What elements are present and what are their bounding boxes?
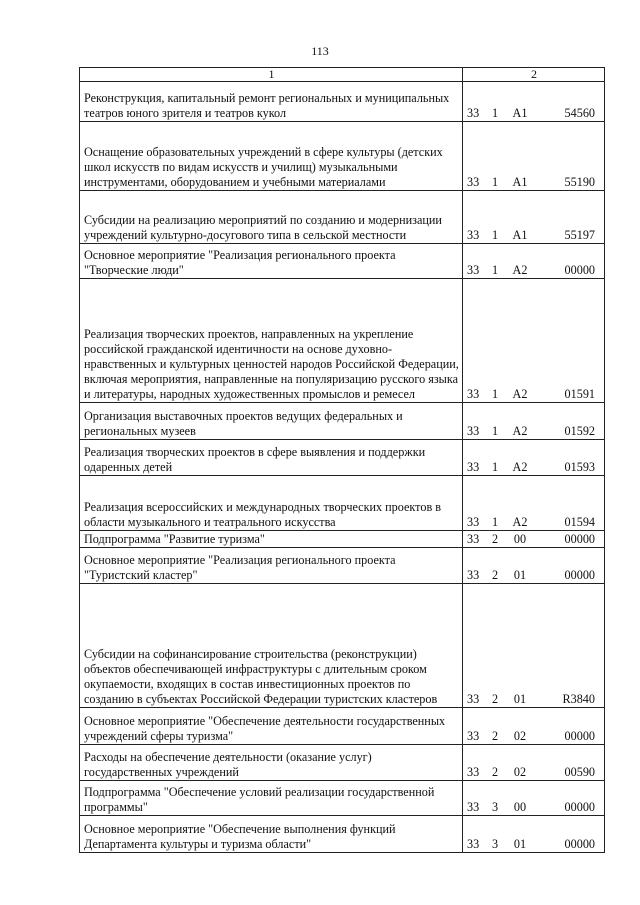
- header-col-1: 1: [80, 68, 463, 82]
- code-part-k3: A2: [512, 263, 528, 277]
- table-row: [80, 440, 605, 476]
- code-part-k2: 3: [491, 837, 499, 851]
- code-part-k3: 01: [513, 837, 527, 851]
- row-name: Реконструкция, капитальный ремонт региональных и муниципальных театров юного зрителя и театров кукол: [80, 82, 463, 122]
- code-part-k4: 54560: [564, 106, 595, 120]
- row-name: Организация выставочных проектов ведущих федеральных и региональных музеев: [80, 403, 463, 440]
- table-row: [80, 403, 605, 440]
- table-row: [80, 279, 605, 403]
- row-code: [463, 708, 605, 745]
- code-part-k1: 33: [467, 568, 480, 582]
- table-row: [80, 584, 605, 708]
- table-row: [80, 531, 605, 548]
- table-row: [80, 476, 605, 531]
- code-part-k1: 33: [467, 175, 480, 189]
- code-part-k1: 33: [467, 263, 480, 277]
- code-part-k2: 1: [491, 175, 499, 189]
- table-row: [80, 816, 605, 853]
- code-part-k3: 00: [513, 532, 527, 546]
- code-part-k1: 33: [467, 532, 480, 546]
- row-code: [463, 440, 605, 476]
- code-part-k2: 1: [491, 387, 499, 401]
- code-part-k1: 33: [467, 800, 480, 814]
- page-number: 113: [311, 44, 329, 58]
- row-code: [463, 816, 605, 853]
- row-name: Реализация творческих проектов в сфере выявления и поддержки одаренных детей: [80, 440, 463, 476]
- code-part-k4: 00000: [564, 263, 595, 277]
- code-part-k2: 2: [491, 729, 499, 743]
- row-name: Основное мероприятие "Реализация регионального проекта "Туристский кластер": [80, 548, 463, 584]
- code-part-k4: 00000: [564, 568, 595, 582]
- row-code: [463, 82, 605, 122]
- row-code: [463, 279, 605, 403]
- row-name: Реализация всероссийских и международных творческих проектов в области музыкального и театрального искусства: [80, 476, 463, 531]
- code-part-k1: 33: [467, 837, 480, 851]
- row-name: Основное мероприятие "Реализация регионального проекта "Творческие люди": [80, 244, 463, 279]
- code-part-k2: 1: [491, 460, 499, 474]
- code-part-k3: A2: [512, 515, 528, 529]
- code-part-k4: R3840: [562, 692, 595, 706]
- row-name: Субсидии на реализацию мероприятий по созданию и модернизации учреждений культурно-досугового типа в сельской местности: [80, 191, 463, 244]
- code-part-k1: 33: [467, 387, 480, 401]
- code-part-k4: 00000: [564, 729, 595, 743]
- code-part-k1: 33: [467, 729, 480, 743]
- budget-table: [79, 67, 605, 853]
- code-part-k4: 01591: [564, 387, 595, 401]
- row-code: [463, 781, 605, 816]
- code-part-k1: 33: [467, 765, 480, 779]
- code-part-k3: 02: [513, 729, 527, 743]
- table-header-row: [80, 68, 605, 82]
- code-part-k2: 1: [491, 228, 499, 242]
- table-row: [80, 781, 605, 816]
- row-name: Подпрограмма "Развитие туризма": [80, 531, 463, 548]
- row-code: [463, 191, 605, 244]
- row-name: Основное мероприятие "Обеспечение деятельности государственных учреждений сферы туризма": [80, 708, 463, 745]
- code-part-k4: 55197: [564, 228, 595, 242]
- row-code: [463, 745, 605, 781]
- code-part-k2: 1: [491, 515, 499, 529]
- row-name: Подпрограмма "Обеспечение условий реализации государственной программы": [80, 781, 463, 816]
- row-code: [463, 403, 605, 440]
- table-row: [80, 82, 605, 122]
- row-code: [463, 476, 605, 531]
- row-name: Субсидии на софинансирование строительства (реконструкции) объектов обеспечивающей инфраструктуры с длительным сроком окупаемости, входящих в состав инвестиционных проектов по созданию в субъектах Российской Федерации туристских кластеров: [80, 584, 463, 708]
- code-part-k4: 00000: [564, 837, 595, 851]
- table-row: [80, 548, 605, 584]
- code-part-k4: 00000: [564, 800, 595, 814]
- code-part-k1: 33: [467, 106, 480, 120]
- code-part-k4: 01593: [564, 460, 595, 474]
- code-part-k2: 2: [491, 765, 499, 779]
- code-part-k2: 2: [491, 692, 499, 706]
- row-name: Основное мероприятие "Обеспечение выполнения функций Департамента культуры и туризма области": [80, 816, 463, 853]
- code-part-k4: 55190: [564, 175, 595, 189]
- code-part-k1: 33: [467, 228, 480, 242]
- code-part-k2: 1: [491, 424, 499, 438]
- table-row: [80, 122, 605, 191]
- table-row: [80, 745, 605, 781]
- code-part-k2: 3: [491, 800, 499, 814]
- table-row: [80, 708, 605, 745]
- code-part-k2: 2: [491, 532, 499, 546]
- code-part-k1: 33: [467, 460, 480, 474]
- code-part-k2: 1: [491, 263, 499, 277]
- code-part-k3: A1: [512, 106, 528, 120]
- code-part-k4: 00590: [564, 765, 595, 779]
- code-part-k3: A2: [512, 460, 528, 474]
- row-code: [463, 122, 605, 191]
- code-part-k3: A2: [512, 387, 528, 401]
- code-part-k3: 00: [513, 800, 527, 814]
- code-part-k3: 01: [513, 692, 527, 706]
- code-part-k4: 00000: [564, 532, 595, 546]
- code-part-k3: A1: [512, 228, 528, 242]
- code-part-k3: 02: [513, 765, 527, 779]
- header-col-2: 2: [463, 68, 605, 82]
- row-code: [463, 548, 605, 584]
- row-code: [463, 244, 605, 279]
- code-part-k1: 33: [467, 692, 480, 706]
- row-code: [463, 584, 605, 708]
- code-part-k4: 01594: [564, 515, 595, 529]
- code-part-k2: 1: [491, 106, 499, 120]
- code-part-k3: A1: [512, 175, 528, 189]
- row-code: [463, 531, 605, 548]
- code-part-k1: 33: [467, 515, 480, 529]
- code-part-k3: 01: [513, 568, 527, 582]
- row-name: Расходы на обеспечение деятельности (оказание услуг) государственных учреждений: [80, 745, 463, 781]
- code-part-k4: 01592: [564, 424, 595, 438]
- code-part-k2: 2: [491, 568, 499, 582]
- table-row: [80, 244, 605, 279]
- row-name: Оснащение образовательных учреждений в сфере культуры (детских школ искусств по видам искусств и училищ) музыкальными инструментами, оборудованием и учебными материалами: [80, 122, 463, 191]
- table-row: [80, 191, 605, 244]
- code-part-k3: A2: [512, 424, 528, 438]
- code-part-k1: 33: [467, 424, 480, 438]
- row-name: Реализация творческих проектов, направленных на укрепление российской гражданской идентичности на основе духовно-нравственных и культурных ценностей народов Российской Федерации, включая мероприятия, направленные на популяризацию русского языка и литературы, народных художественных промыслов и ремесел: [80, 279, 463, 403]
